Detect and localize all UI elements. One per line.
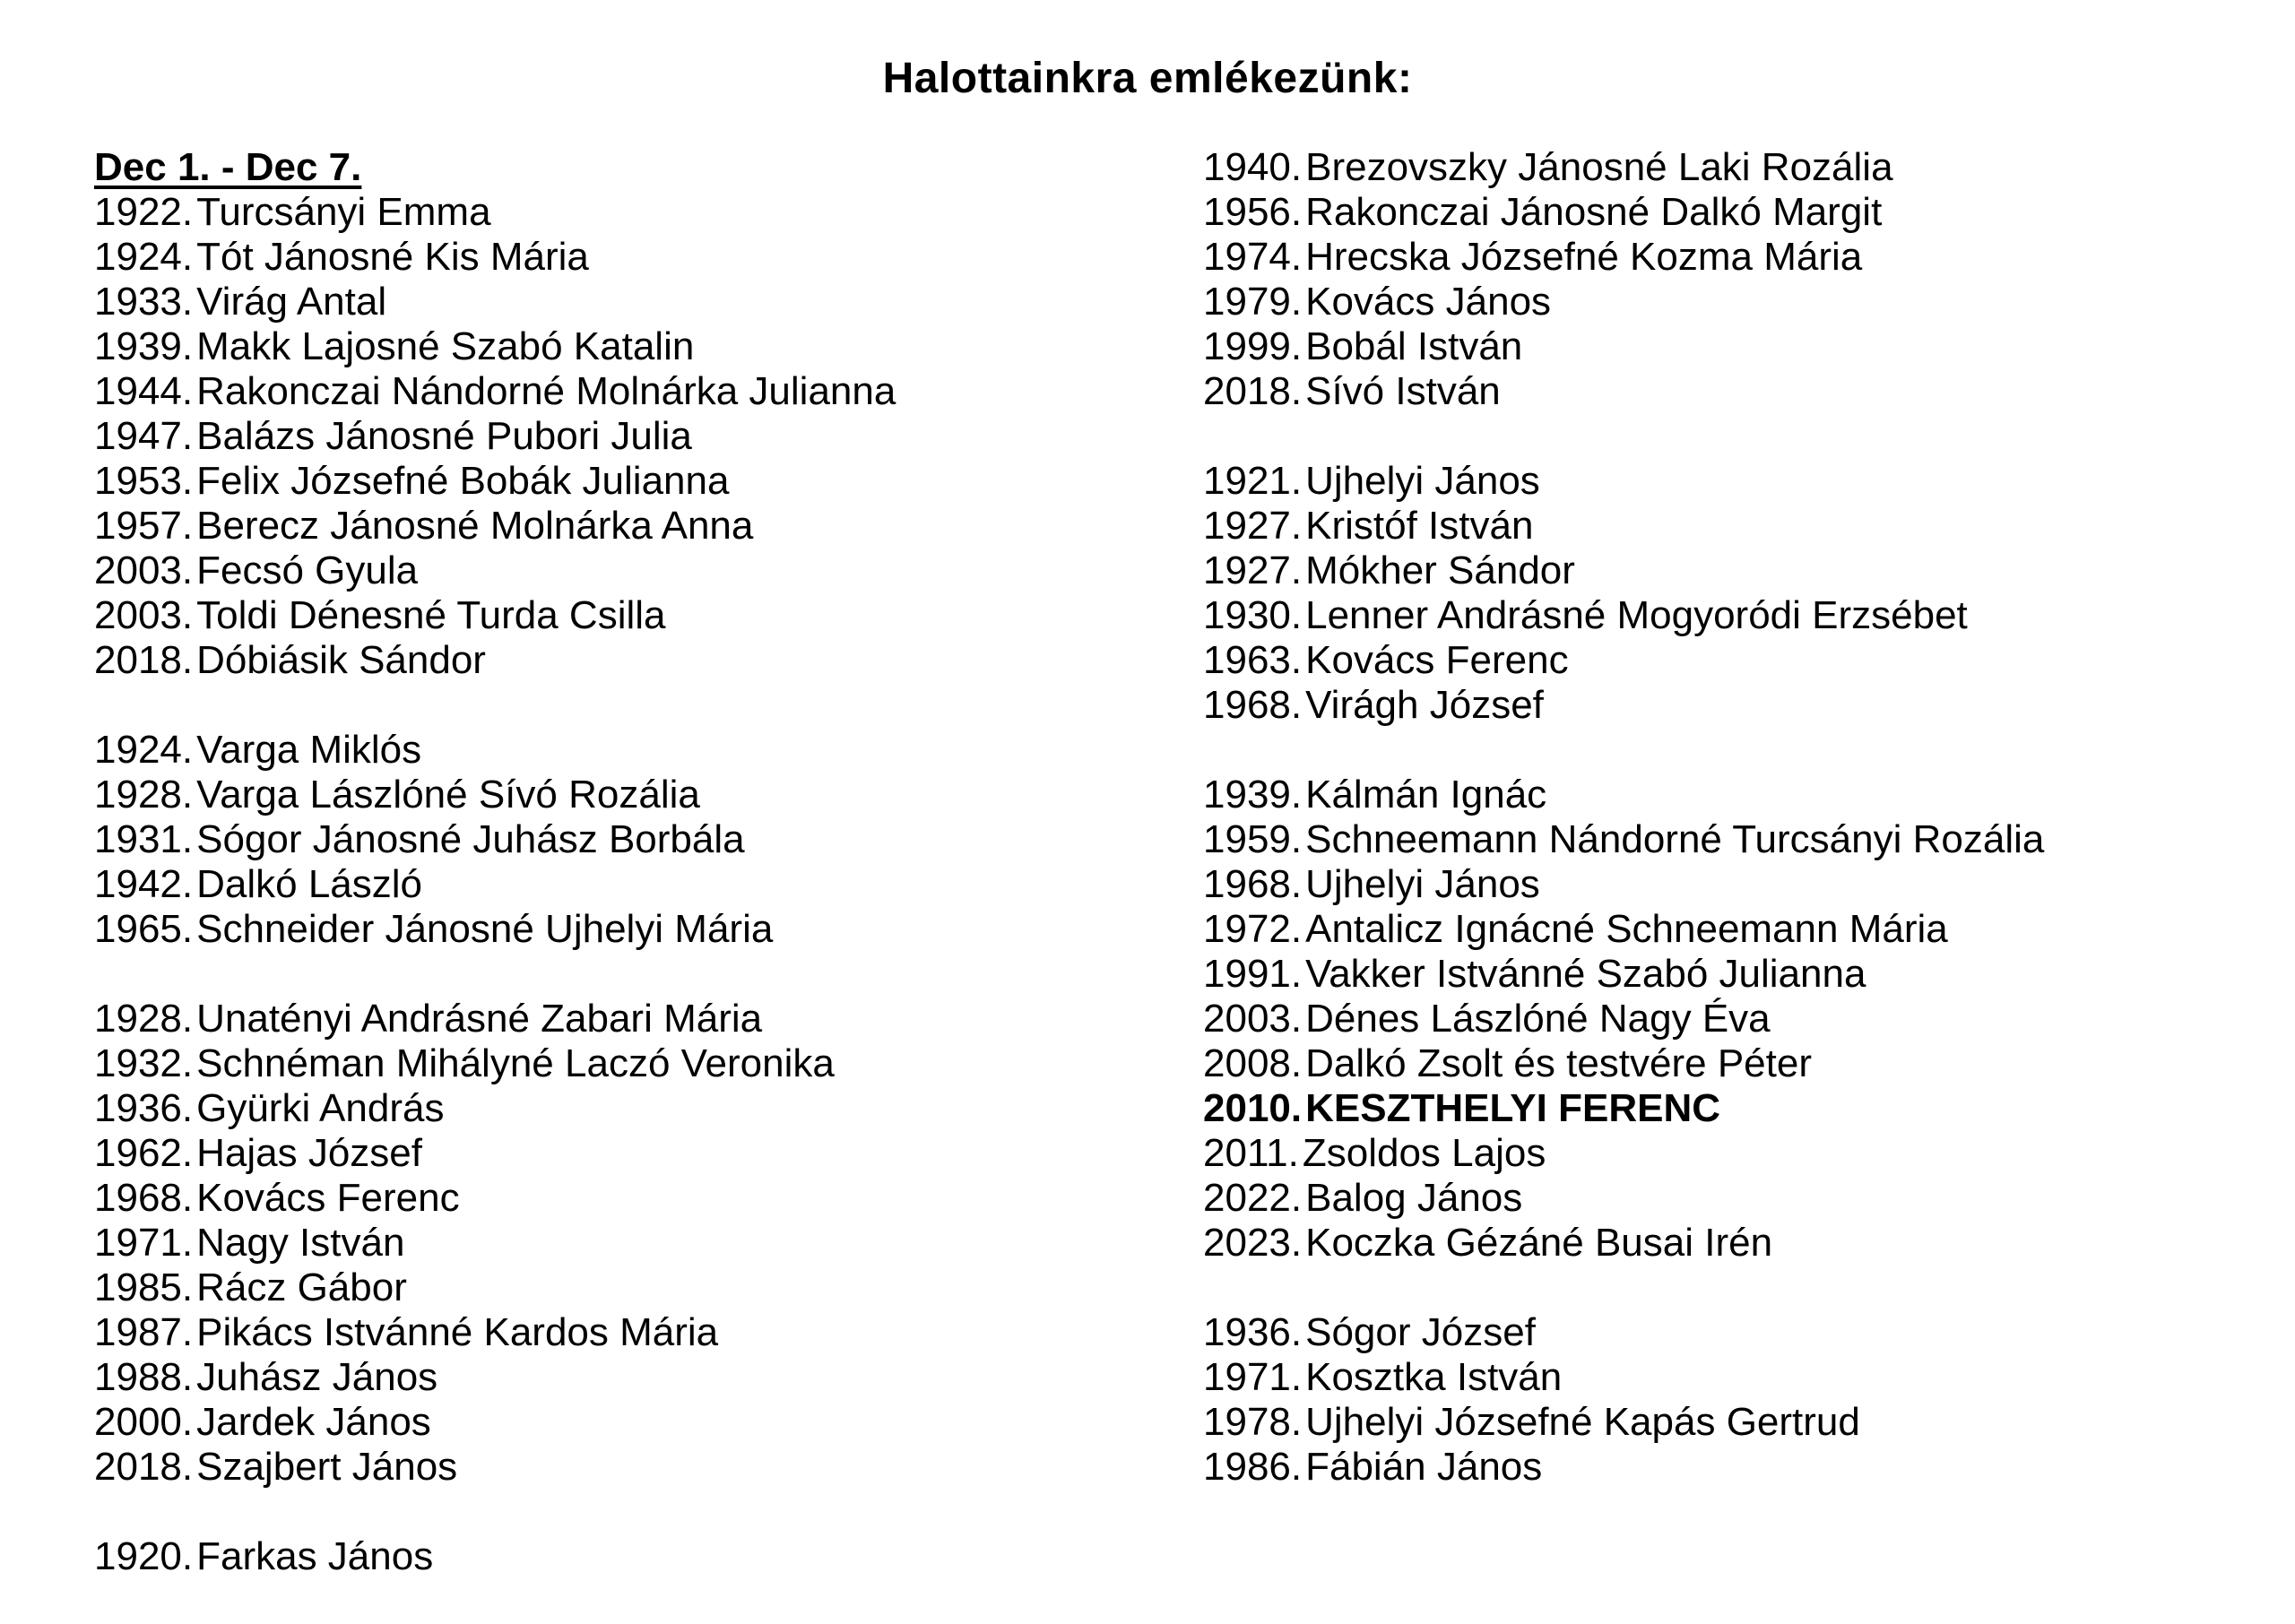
memorial-entry: [1203, 593, 2044, 638]
memorial-entry: [1203, 1400, 2044, 1445]
memorial-entry: [94, 280, 896, 324]
entry-name: Vakker Istvánné Szabó Julianna: [1305, 952, 1866, 996]
memorial-entry: [94, 1176, 896, 1221]
memorial-entry: [94, 549, 896, 593]
memorial-entry: [1203, 1310, 2044, 1355]
blank-line: [1203, 414, 2044, 459]
entry-name: Ujhelyi János: [1305, 459, 1540, 503]
memorial-entry: [1203, 324, 2044, 369]
entry-name: Dalkó László: [196, 862, 423, 906]
entry-name: Fecsó Gyula: [196, 549, 419, 592]
entry-year: 1963.: [1203, 638, 1303, 682]
entry-year: 2023.: [1203, 1221, 1303, 1265]
memorial-entry: [94, 1086, 896, 1131]
memorial-entry: [94, 324, 896, 369]
blank-line: [94, 952, 896, 997]
entry-name: Virág Antal: [196, 280, 387, 324]
entry-year: 1927.: [1203, 549, 1303, 592]
entry-name: Fábián János: [1305, 1445, 1543, 1489]
entry-year: 1956.: [1203, 190, 1303, 234]
memorial-entry: [1203, 280, 2044, 324]
entry-year: 2010.: [1203, 1086, 1303, 1130]
entry-name: Toldi Dénesné Turda Csilla: [196, 593, 666, 637]
memorial-entry: [1203, 862, 2044, 907]
memorial-entry: [94, 369, 896, 414]
memorial-entry: [94, 1221, 896, 1266]
entry-name: Schnéman Mihályné Laczó Veronika: [196, 1041, 835, 1085]
date-range-header: [94, 145, 896, 190]
entry-name: Kovács Ferenc: [1305, 638, 1569, 682]
memorial-entry: [94, 1310, 896, 1355]
entry-year: 1942.: [94, 862, 194, 906]
entry-year: 1999.: [1203, 324, 1303, 368]
entry-year: 1987.: [94, 1310, 194, 1354]
entry-year: 1985.: [94, 1266, 194, 1309]
entry-year: 1940.: [1203, 145, 1303, 189]
entry-year: 1979.: [1203, 280, 1303, 324]
memorial-entry: [1203, 952, 2044, 997]
entry-name: Hrecska Józsefné Kozma Mária: [1305, 235, 1863, 279]
entry-year: 1968.: [94, 1176, 194, 1220]
memorial-entry: [1203, 1355, 2044, 1400]
entry-name: Schneemann Nándorné Turcsányi Rozália: [1305, 817, 2045, 861]
entry-name: Schneider Jánosné Ujhelyi Mária: [196, 907, 774, 951]
memorial-entry: [1203, 907, 2044, 952]
memorial-entry: [94, 907, 896, 952]
entry-name: Hajas József: [196, 1131, 422, 1175]
entry-name: Kovács János: [1305, 280, 1552, 324]
entry-name: Unatényi Andrásné Zabari Mária: [196, 997, 763, 1041]
entry-year: 1965.: [94, 907, 194, 951]
memorial-entry: [94, 728, 896, 773]
blank-line: [1203, 728, 2044, 773]
entry-year: 2008.: [1203, 1041, 1303, 1085]
entry-name: Makk Lajosné Szabó Katalin: [196, 324, 695, 368]
entry-year: 2022.: [1203, 1176, 1303, 1220]
memorial-column-right: [1203, 145, 2044, 1490]
entry-name: Lenner Andrásné Mogyoródi Erzsébet: [1305, 593, 1968, 637]
memorial-entry: [1203, 190, 2044, 235]
entry-year: 1924.: [94, 728, 194, 772]
entry-name: Koczka Gézáné Busai Irén: [1305, 1221, 1773, 1265]
memorial-entry: [1203, 1041, 2044, 1086]
entry-year: 1928.: [94, 997, 194, 1041]
entry-name: Varga Lászlóné Sívó Rozália: [196, 773, 700, 816]
entry-year: 2003.: [94, 549, 194, 592]
memorial-entry: [94, 1266, 896, 1310]
entry-name: Kovács Ferenc: [196, 1176, 460, 1220]
entry-year: 1927.: [1203, 504, 1303, 548]
memorial-entry: [1203, 1176, 2044, 1221]
entry-year: 2018.: [94, 638, 194, 682]
entry-name: Turcsányi Emma: [196, 190, 491, 234]
entry-name: KESZTHELYI FERENC: [1305, 1086, 1720, 1130]
entry-name: Varga Miklós: [196, 728, 422, 772]
entry-name: Rakonczai Nándorné Molnárka Julianna: [196, 369, 896, 413]
entry-name: Ujhelyi János: [1305, 862, 1540, 906]
entry-name: Antalicz Ignácné Schneemann Mária: [1305, 907, 1948, 951]
entry-year: 1922.: [94, 190, 194, 234]
entry-year: 2003.: [94, 593, 194, 637]
entry-year: 2011.: [1203, 1131, 1299, 1175]
entry-year: 1971.: [1203, 1355, 1303, 1399]
memorial-column-left: [94, 145, 896, 1579]
memorial-entry: [94, 235, 896, 280]
entry-year: 1933.: [94, 280, 194, 324]
memorial-entry: [94, 504, 896, 549]
memorial-entry: [1203, 683, 2044, 728]
entry-year: 1944.: [94, 369, 194, 413]
entry-name: Balázs Jánosné Pubori Julia: [196, 414, 692, 458]
entry-year: 1920.: [94, 1534, 194, 1578]
entry-year: 2018.: [94, 1445, 194, 1489]
entry-year: 1959.: [1203, 817, 1303, 861]
entry-name: Nagy István: [196, 1221, 405, 1265]
memorial-entry: [1203, 1445, 2044, 1490]
memorial-entry: [1203, 235, 2044, 280]
memorial-entry: [94, 1041, 896, 1086]
entry-name: Jardek János: [196, 1400, 431, 1444]
date-range-text: Dec 1. - Dec 7.: [94, 145, 362, 189]
entry-year: 1924.: [94, 235, 194, 279]
entry-name: Sívó István: [1305, 369, 1501, 413]
entry-name: Kosztka István: [1305, 1355, 1563, 1399]
page-title: Halottainkra emlékezünk:: [882, 55, 1413, 102]
entry-name: Virágh József: [1305, 683, 1544, 727]
entry-year: 1957.: [94, 504, 194, 548]
entry-year: 2000.: [94, 1400, 194, 1444]
memorial-entry: [1203, 549, 2044, 593]
memorial-entry: [1203, 459, 2044, 504]
entry-name: Pikács Istvánné Kardos Mária: [196, 1310, 719, 1354]
entry-year: 1962.: [94, 1131, 194, 1175]
entry-year: 1968.: [1203, 683, 1303, 727]
memorial-entry: [94, 862, 896, 907]
entry-year: 1939.: [94, 324, 194, 368]
entry-name: Zsoldos Lajos: [1302, 1131, 1546, 1175]
memorial-entry: [1203, 1131, 2044, 1176]
entry-year: 1931.: [94, 817, 194, 861]
entry-name: Rakonczai Jánosné Dalkó Margit: [1305, 190, 1883, 234]
memorial-entry: [94, 1355, 896, 1400]
memorial-entry: [1203, 369, 2044, 414]
memorial-entry: [94, 1400, 896, 1445]
entry-year: 1953.: [94, 459, 194, 503]
entry-name: Tót Jánosné Kis Mária: [196, 235, 589, 279]
entry-year: 1986.: [1203, 1445, 1303, 1489]
memorial-entry: [94, 459, 896, 504]
entry-name: Brezovszky Jánosné Laki Rozália: [1305, 145, 1893, 189]
memorial-entry: [1203, 997, 2044, 1041]
memorial-entry: [1203, 817, 2044, 862]
entry-year: 1988.: [94, 1355, 194, 1399]
blank-line: [94, 1490, 896, 1534]
memorial-entry: [94, 638, 896, 683]
entry-year: 2018.: [1203, 369, 1303, 413]
entry-year: 1947.: [94, 414, 194, 458]
entry-name: Kálmán Ignác: [1305, 773, 1547, 816]
entry-year: 1921.: [1203, 459, 1303, 503]
memorial-entry: [1203, 504, 2044, 549]
entry-year: 1936.: [1203, 1310, 1303, 1354]
entry-year: 1991.: [1203, 952, 1303, 996]
memorial-entry: [94, 997, 896, 1041]
memorial-entry: [1203, 638, 2044, 683]
memorial-entry: [1203, 1086, 2044, 1131]
entry-name: Gyürki András: [196, 1086, 445, 1130]
memorial-entry: [1203, 773, 2044, 817]
entry-year: 1928.: [94, 773, 194, 816]
entry-name: Szajbert János: [196, 1445, 458, 1489]
entry-year: 1932.: [94, 1041, 194, 1085]
entry-name: Rácz Gábor: [196, 1266, 407, 1309]
entry-name: Dénes Lászlóné Nagy Éva: [1305, 997, 1771, 1041]
entry-name: Mókher Sándor: [1305, 549, 1575, 592]
entry-name: Dalkó Zsolt és testvére Péter: [1305, 1041, 1812, 1085]
memorial-entry: [1203, 145, 2044, 190]
entry-year: 2003.: [1203, 997, 1303, 1041]
entry-name: Juhász János: [196, 1355, 438, 1399]
entry-name: Balog János: [1305, 1176, 1523, 1220]
entry-name: Berecz Jánosné Molnárka Anna: [196, 504, 754, 548]
entry-name: Dóbiásik Sándor: [196, 638, 486, 682]
entry-year: 1971.: [94, 1221, 194, 1265]
entry-year: 1936.: [94, 1086, 194, 1130]
memorial-entry: [94, 190, 896, 235]
entry-year: 1930.: [1203, 593, 1303, 637]
entry-year: 1968.: [1203, 862, 1303, 906]
entry-name: Kristóf István: [1305, 504, 1534, 548]
entry-year: 1939.: [1203, 773, 1303, 816]
memorial-entry: [94, 1534, 896, 1579]
blank-line: [94, 683, 896, 728]
memorial-entry: [94, 1445, 896, 1490]
entry-name: Sógor Jánosné Juhász Borbála: [196, 817, 745, 861]
entry-year: 1972.: [1203, 907, 1303, 951]
memorial-entry: [94, 1131, 896, 1176]
entry-year: 1978.: [1203, 1400, 1303, 1444]
entry-name: Sógor József: [1305, 1310, 1536, 1354]
blank-line: [1203, 1266, 2044, 1310]
memorial-entry: [94, 593, 896, 638]
entry-name: Felix Józsefné Bobák Julianna: [196, 459, 730, 503]
memorial-entry: [94, 773, 896, 817]
memorial-entry: [1203, 1221, 2044, 1266]
memorial-entry: [94, 817, 896, 862]
entry-year: 1974.: [1203, 235, 1303, 279]
memorial-entry: [94, 414, 896, 459]
entry-name: Ujhelyi Józsefné Kapás Gertrud: [1305, 1400, 1860, 1444]
entry-name: Farkas János: [196, 1534, 434, 1578]
entry-name: Bobál István: [1305, 324, 1523, 368]
